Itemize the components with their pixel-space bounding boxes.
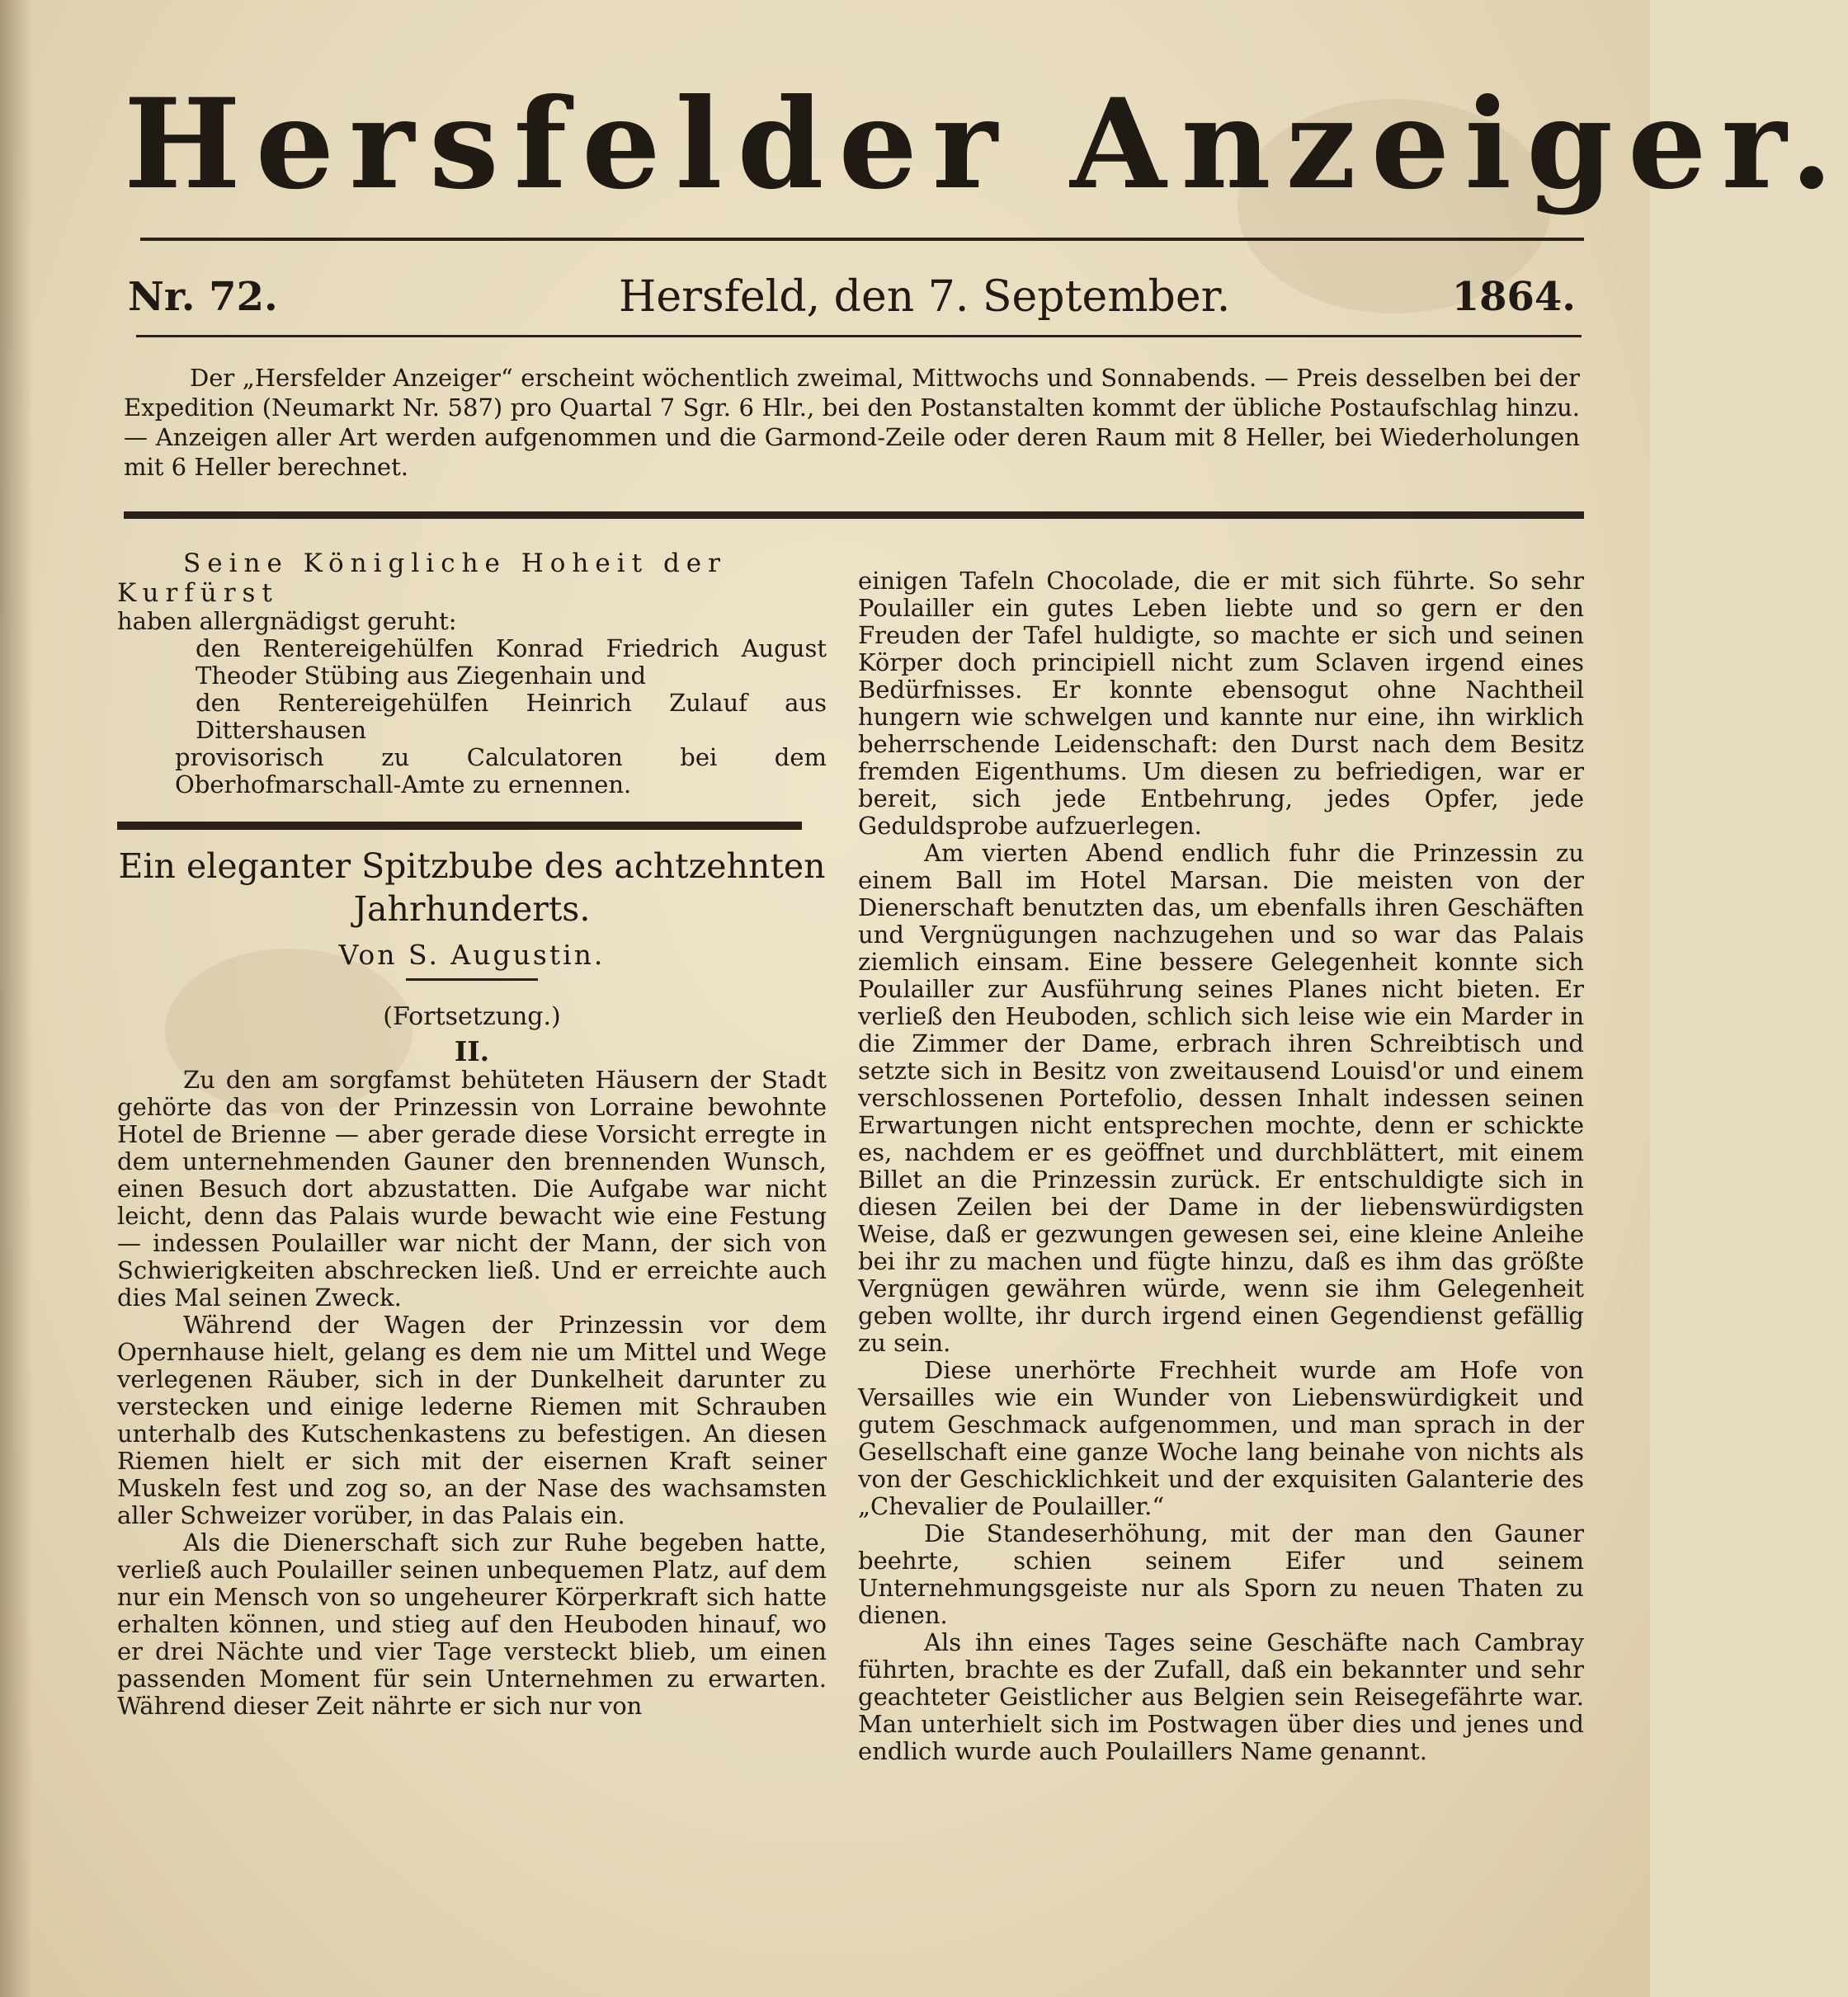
page-spine-shadow xyxy=(0,0,33,1997)
issue-number: Nr. 72. xyxy=(128,274,278,320)
royal-announcement-sub: haben allergnädigst geruht: xyxy=(117,607,457,635)
notice-rule-thick xyxy=(124,511,1584,519)
author-rule xyxy=(406,978,538,981)
royal-announcement-heading: Seine Königliche Hoheit der Kurfürst xyxy=(117,549,727,608)
royal-item-text: den Rentereigehülfen Konrad Friedrich August Theoder Stübing aus Ziegenhain und xyxy=(196,634,827,690)
article-paragraph: einigen Tafeln Chocolade, die er mit sich führte. So sehr Poulailler ein gutes Leben liebte und so gern er den Freuden der Tafel huldigte, so machte er sich und seinen Körper doch principiell nicht zum Sclaven irgend eines Bedürfnisses. Er konnte ebensogut ohne Nachtheil hungern wie schwelgen und kannte nur eine, ihn wirklich beherrschende Leidenschaft: den Durst nach dem Besitz fremden Eigenthums. Um diesen zu befriedigen, war er bereit, sich jede Entbehrung, jedes Opfer, jede Geduldsprobe aufzuerlegen. xyxy=(858,567,1584,840)
royal-item xyxy=(117,635,827,690)
right-column xyxy=(858,568,1584,1765)
dateline-rule xyxy=(136,335,1582,337)
article-part-number: II. xyxy=(454,1035,490,1067)
article-author: Von S. Augustin. xyxy=(338,939,606,971)
article-continuation: (Fortsetzung.) xyxy=(383,1002,561,1031)
issue-year: 1864. xyxy=(1451,274,1576,320)
royal-item-text: provisorisch zu Calculatoren bei dem Oberhofmarschall-Amte zu ernennen. xyxy=(175,743,827,798)
article-paragraph: Die Standeserhöhung, mit der man den Gauner beehrte, schien seinem Eifer und seinem Unternehmungsgeiste nur als Sporn zu neuen Thaten zu dienen. xyxy=(858,1519,1584,1629)
royal-item xyxy=(117,690,827,744)
article-paragraph: Am vierten Abend endlich fuhr die Prinzessin zu einem Ball im Hotel Marsan. Die meisten von der Dienerschaft benutzten das, um ebenfalls ihren Geschäften und Vergnügungen nachzugehen und so war das Palais ziemlich einsam. Eine bessere Gelegenheit konnte sich Poulailler zur Ausführung seines Planes nicht bieten. Er verließ den Heuboden, schlich sich leise wie ein Marder in die Zimmer der Dame, erbrach ihren Schreibtisch und setzte sich in Besitz von zweitausend Louisd'or und einem verschlossenen Portefolio, dessen Inhalt indessen seinen Erwartungen nicht entsprechen mochte, denn er schickte es, nachdem er es geöffnet und durchblättert, mit einem Billet an die Prinzessin zurück. Er entschuldigte sich in diesen Zeilen bei der Dame in der liebenswürdigsten Weise, daß er gezwungen gewesen sei, eine kleine Anleihe bei ihr zu machen und fügte hinzu, daß es ihm das größte Vergnügen gewähren würde, wenn sie ihm Gelegenheit geben wollte, ihr durch irgend einen Gegendienst gefällig zu sein. xyxy=(858,839,1584,1357)
place-date: Hersfeld, den 7. September. xyxy=(619,272,1231,322)
masthead-title: Hersfelder Anzeiger. xyxy=(124,72,1848,217)
masthead-rule xyxy=(140,238,1584,241)
left-column xyxy=(117,549,827,1720)
section-rule-thick xyxy=(117,822,802,830)
royal-item-text: den Rentereigehülfen Heinrich Zulauf aus Dittershausen xyxy=(196,689,827,744)
article-paragraph: Als ihn eines Tages seine Geschäfte nach Cambray führten, brachte es der Zufall, daß ein bekannter und sehr geachteter Geistlicher aus Belgien sein Reisegefährte war. Man unterhielt sich im Postwagen über dies und jenes und endlich wurde auch Poulaillers Name genannt. xyxy=(858,1628,1584,1765)
article-paragraph: Als die Dienerschaft sich zur Ruhe begeben hatte, verließ auch Poulailler seinen unbequemen Platz, auf dem nur ein Mensch von so ungeheurer Körperkraft sich hatte erhalten können, und stieg auf den Heuboden hinauf, wo er drei Nächte und vier Tage versteckt blieb, um einen passenden Moment für sein Unternehmen zu erwarten. Während dieser Zeit nährte er sich nur von xyxy=(117,1528,827,1720)
article-paragraph: Diese unerhörte Frechheit wurde am Hofe von Versailles wie ein Wunder von Liebenswürdigkeit und gutem Geschmack aufgenommen, und man sprach in der Gesellschaft eine ganze Woche lang beinahe von nichts als von der Geschicklichkeit und der exquisiten Galanterie des „Chevalier de Poulailler.“ xyxy=(858,1356,1584,1520)
article-paragraph: Zu den am sorgfamst behüteten Häusern der Stadt gehörte das von der Prinzessin von Lorraine bewohnte Hotel de Brienne — aber gerade diese Vorsicht erregte in dem unternehmenden Gauner den brennenden Wunsch, einen Besuch dort abzustatten. Die Aufgabe war nicht leicht, denn das Palais wurde bewacht wie eine Festung — indessen Poulailler war nicht der Mann, der sich von Schwierigkeiten abschrecken ließ. Und er erreichte auch dies Mal seinen Zweck. xyxy=(117,1066,827,1312)
dateline xyxy=(124,264,1580,330)
royal-item xyxy=(117,744,827,798)
article-paragraph: Während der Wagen der Prinzessin vor dem Opernhause hielt, gelang es dem nie um Mittel und Wege verlegenen Räuber, sich in der Dunkelheit darunter zu verstecken und einige lederne Riemen mit Schrauben unterhalb des Kutschenkastens zu befestigen. An diesen Riemen hielt er sich mit der eisernen Kraft seiner Muskeln fest und zog so, an der Nase des wachsamsten aller Schweizer vorüber, in das Palais ein. xyxy=(117,1311,827,1529)
subscription-notice: Der „Hersfelder Anzeiger“ erscheint wöchentlich zweimal, Mittwochs und Sonnabends. — Preis desselben bei der Expedition (Neumarkt Nr. 587) pro Quartal 7 Sgr. 6 Hlr., bei den Postanstalten kommt der übliche Postaufschlag hinzu. — Anzeigen aller Art werden aufgenommen und die Garmond-Zeile oder deren Raum mit 8 Heller, bei Wiederholungen mit 6 Heller berechnet. xyxy=(124,364,1580,481)
article-title: Ein eleganter Spitzbube des achtzehnten Jahrhunderts. xyxy=(118,846,826,929)
